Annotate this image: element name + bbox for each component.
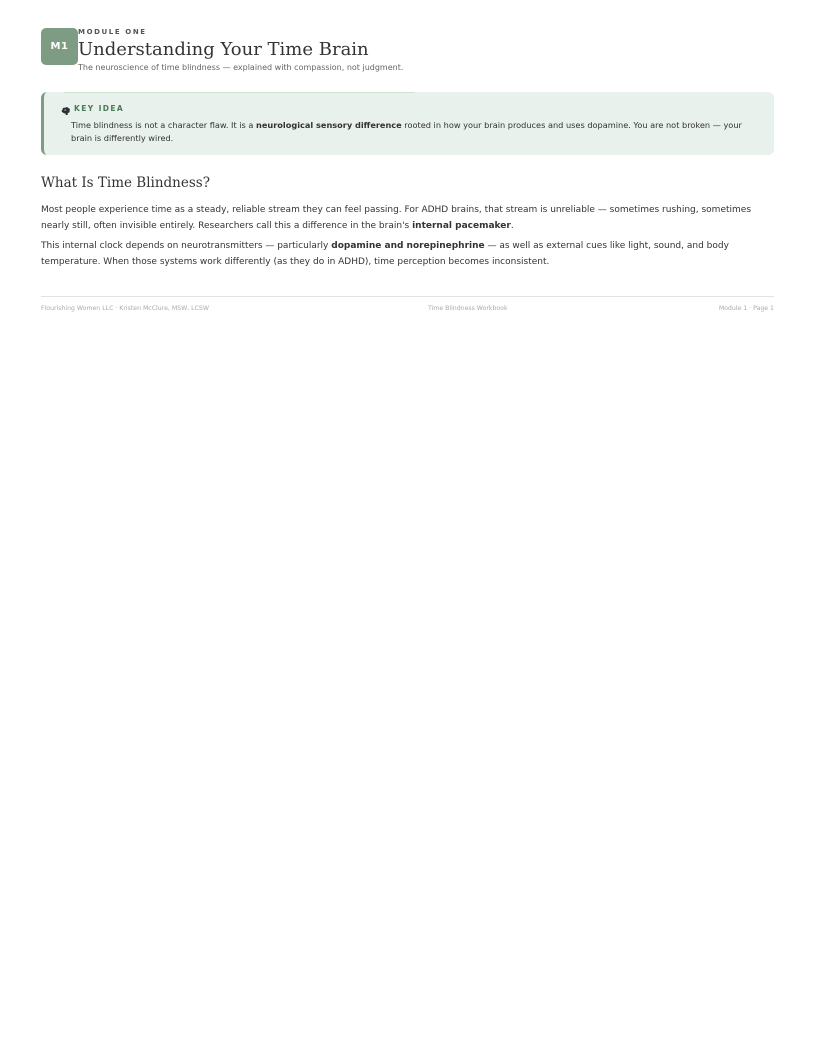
- module-eyebrow: MODULE ONE: [78, 28, 147, 36]
- page-title: Understanding Your Time Brain: [78, 39, 369, 60]
- paragraph-1-emphasis: internal pacemaker: [412, 220, 511, 231]
- footer-page-number: Module 1 · Page 1: [718, 305, 774, 312]
- paragraph-2: This internal clock depends on neurotransmitters — particularly dopamine and norepinephrine — as well as external cues like light, sound, and body temperature. When those systems work differently (as they do in ADHD), time perception becomes inconsistent.: [41, 241, 729, 267]
- module-badge: M1: [41, 28, 78, 65]
- paragraph-2-emphasis: dopamine and norepinephrine: [331, 241, 485, 251]
- footer-author: Flourishing Women LLC · Kristen McClure, MSW, LCSW: [41, 305, 209, 312]
- callout-divider: [64, 92, 414, 93]
- key-idea-callout: [41, 92, 774, 155]
- module-header: [41, 28, 774, 78]
- page-subtitle: The neuroscience of time blindness — explained with compassion, not judgment.: [78, 63, 404, 72]
- section-heading: What Is Time Blindness?: [41, 175, 210, 191]
- key-idea-label-text: KEY IDEA: [74, 103, 125, 113]
- workbook-page: [41, 28, 774, 312]
- key-idea-emphasis: neurological sensory difference: [256, 120, 402, 130]
- paragraph-1: Most people experience time as a steady, reliable stream they can feel passing. For ADHD brains, that stream is unreliable — sometimes rushing, sometimes nearly still, often invisible entirely. Researchers call this a difference in the brain's internal pacemaker.: [41, 205, 752, 231]
- brain-icon: [60, 102, 72, 114]
- key-idea-text: Time blindness is not a character flaw. It is a neurological sensory difference rooted in how your brain produces and uses dopamine. You are not broken — your brain is differently wired.: [71, 120, 742, 143]
- footer-workbook-title: Time Blindness Workbook: [428, 305, 508, 312]
- key-idea-label: [60, 102, 124, 114]
- footer-divider: [41, 296, 774, 297]
